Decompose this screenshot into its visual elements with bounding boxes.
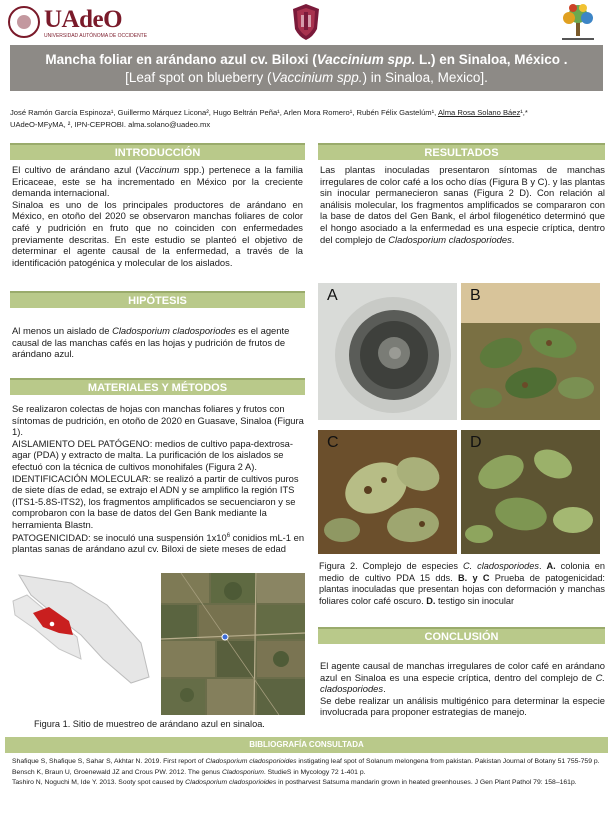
materiales-paragraph-1: Se realizaron colectas de hojas con manchas foliares y frutos con síntomas de pudrición, en otoño de 2020 en Guasave, Sinaloa (Figura 1). bbox=[12, 403, 304, 438]
figura-2b-inoculated-plant-photo bbox=[461, 283, 600, 420]
poster-title-bar bbox=[10, 45, 603, 91]
materiales-paragraph-2: AISLAMIENTO DEL PATÓGENO: medios de cultivo papa-dextrosa-agar (PDA) y extracto de malta. La purificación de los aislados se efectuó con la técnica de cultivos monohifales (Figura 2 A). bbox=[12, 437, 294, 472]
uadeo-logo-text: UAdeO bbox=[44, 6, 123, 33]
bibliografia-ref-2: Bensch K, Braun U, Groenewald JZ and Crous PW. 2012. The genus Cladosporium. StudieS in Mycology 72 1-401 p. bbox=[12, 768, 366, 776]
figura-2-label-b: B bbox=[470, 287, 481, 304]
guasave-satellite-image bbox=[161, 573, 305, 715]
bibliografia-ref-1: Shafique S, Shafique S, Sahar S, Akhtar N. 2019. First report of Cladosporium cladosporioides instigating leaf spot of Solanum melongena from pakistan. Pakistan Journal of Botany 51 755-759 p. bbox=[12, 758, 600, 765]
figura-2d-control-plant-photo bbox=[461, 430, 600, 554]
poster-title: Mancha foliar en arándano azul cv. Biloxi (Vaccinium spp. L.) en Sinaloa, México . bbox=[45, 52, 568, 67]
bibliografia-heading: BIBLIOGRAFÍA CONSULTADA bbox=[5, 737, 608, 753]
hipotesis-heading: HIPÓTESIS bbox=[10, 291, 305, 308]
figura-2c-inoculated-plant-photo bbox=[318, 430, 457, 554]
introduccion-paragraph-2: Sinaloa es uno de los principales productores de arándano en México, en otoño del 2020 se observaron manchas foliares de color café y pudrición en fruto que no coinciden con enfermedades previamente descritas. En este estudio se planteó el objetivo de determinar el agente causal de la enfermedad, a través de la identificación patogénica y molecular de los aislados. bbox=[12, 198, 303, 268]
introduccion-paragraph-1: El cultivo de arándano azul (Vaccinum spp.) pertenece a la familia Ericaceae, este se ha incrementado en México por la creciente demanda internacional. bbox=[12, 164, 303, 199]
figura-2-label-c: C bbox=[327, 434, 339, 451]
culture-colony-image bbox=[318, 283, 457, 420]
ipn-logo-icon bbox=[291, 3, 321, 41]
inoculated-leaves-c-image bbox=[318, 430, 457, 554]
materiales-heading: MATERIALES Y MÉTODOS bbox=[10, 378, 305, 395]
ceprobi-tree-logo-icon bbox=[552, 2, 604, 42]
resultados-heading: RESULTADOS bbox=[318, 143, 605, 160]
materiales-paragraph-4: PATOGENICIDAD: se inoculó una suspensión $1x10^6$ conidios mL-1 en plantas sanas de arándano azul cv. Biloxi de siete meses de edad bbox=[12, 531, 305, 555]
uadeo-logo bbox=[8, 6, 148, 40]
uadeo-logo-subtext: UNIVERSIDAD AUTÓNOMA DE OCCIDENTE bbox=[44, 33, 148, 39]
conclusion-text bbox=[320, 660, 605, 718]
inoculated-leaves-b-image bbox=[461, 283, 600, 420]
hipotesis-text: Al menos un aislado de Cladosporium cladosporiodes es el agente causal de las manchas cafés en las hojas y pudrición de frutos de arándano azul. bbox=[12, 325, 290, 360]
figura-1-caption: Figura 1. Sitio de muestreo de arándano azul en sinaloa. bbox=[34, 719, 265, 729]
materiales-paragraph-3: IDENTIFICACIÓN MOLECULAR: se realizó a partir de cultivos puros de siete días de edad, se extrajo el ADN y se amplifico la región ITS (ITS1-5.8S-ITS2), los fragmentos amplificados se secuenciaron y se comprobaron con la base de datos del Gen Bank mediante la herramienta Blastn. bbox=[12, 472, 299, 530]
poster-subtitle: [Leaf spot on blueberry (Vaccinium spp.) in Sinaloa, Mexico]. bbox=[125, 70, 488, 85]
authors-names: José Ramón García Espinoza¹, Guillermo Márquez Licona², Hugo Beltrán Peña¹, Arlen Mora Romero¹, Rubén Félix Gastelúm¹, Alma Rosa Solano Báez¹,* bbox=[10, 108, 528, 117]
figura-2-label-d: D bbox=[470, 434, 482, 451]
figura-2a-culture-photo bbox=[318, 283, 457, 420]
conclusion-paragraph-1: El agente causal de manchas irregulares de color café en arándano azul en Sinaloa es una especie críptica, dentro del complejo de C. cladosporiodes. bbox=[320, 660, 605, 695]
control-leaves-d-image bbox=[461, 430, 600, 554]
bibliografia-ref-3: Tashiro N, Noguchi M, Ide Y. 2013. Sooty spot caused by Cladosporium cladosporioides in postharvest Satsuma mandarin grown in heated greenhouses. J Gen Plant Pathol 79: 158–161p. bbox=[12, 779, 577, 787]
figura-2-label-a: A bbox=[327, 287, 338, 304]
introduccion-text bbox=[12, 164, 303, 268]
resultados-text: Las plantas inoculadas presentaron síntomas de manchas irregulares de color café a los ocho días (Figura B y C). y las plantas sin inocular permanecieron sanas (Figura 2 D). Con relación al análisis molecular, los fragmentos amplificados se compararon con la base de datos del Gen Bank, el árbol filogenético determinó que el hongo asociado a la enfermedad es una especie críptica, dentro del complejo de Cladosporium cladosporiodes. bbox=[320, 164, 605, 245]
authors-affiliation: UAdeO-MFyMA, ², IPN-CEPROBI. alma.solano@uadeo.mx bbox=[10, 120, 211, 129]
conclusion-paragraph-2: Se debe realizar un análisis multigénico para determinar la especie involucrada para proponer estrategias de manejo. bbox=[320, 694, 605, 718]
conclusion-heading: CONCLUSIÓN bbox=[318, 627, 605, 644]
materiales-text bbox=[12, 403, 305, 555]
sinaloa-map-image bbox=[11, 573, 159, 715]
uadeo-seal-icon bbox=[8, 6, 40, 38]
authors-block bbox=[10, 107, 605, 131]
bibliografia-list bbox=[12, 757, 602, 789]
figura-2-caption: Figura 2. Complejo de especies C. cladosporiodes. A. colonia en medio de cultivo PDA 15 dds. B. y C Prueba de patogenicidad: plantas inoculadas que presentan hojas con deformación y manchas foliares color café oscuro. D. testigo sin inocular bbox=[319, 561, 605, 606]
introduccion-heading: INTRODUCCIÓN bbox=[10, 143, 305, 160]
